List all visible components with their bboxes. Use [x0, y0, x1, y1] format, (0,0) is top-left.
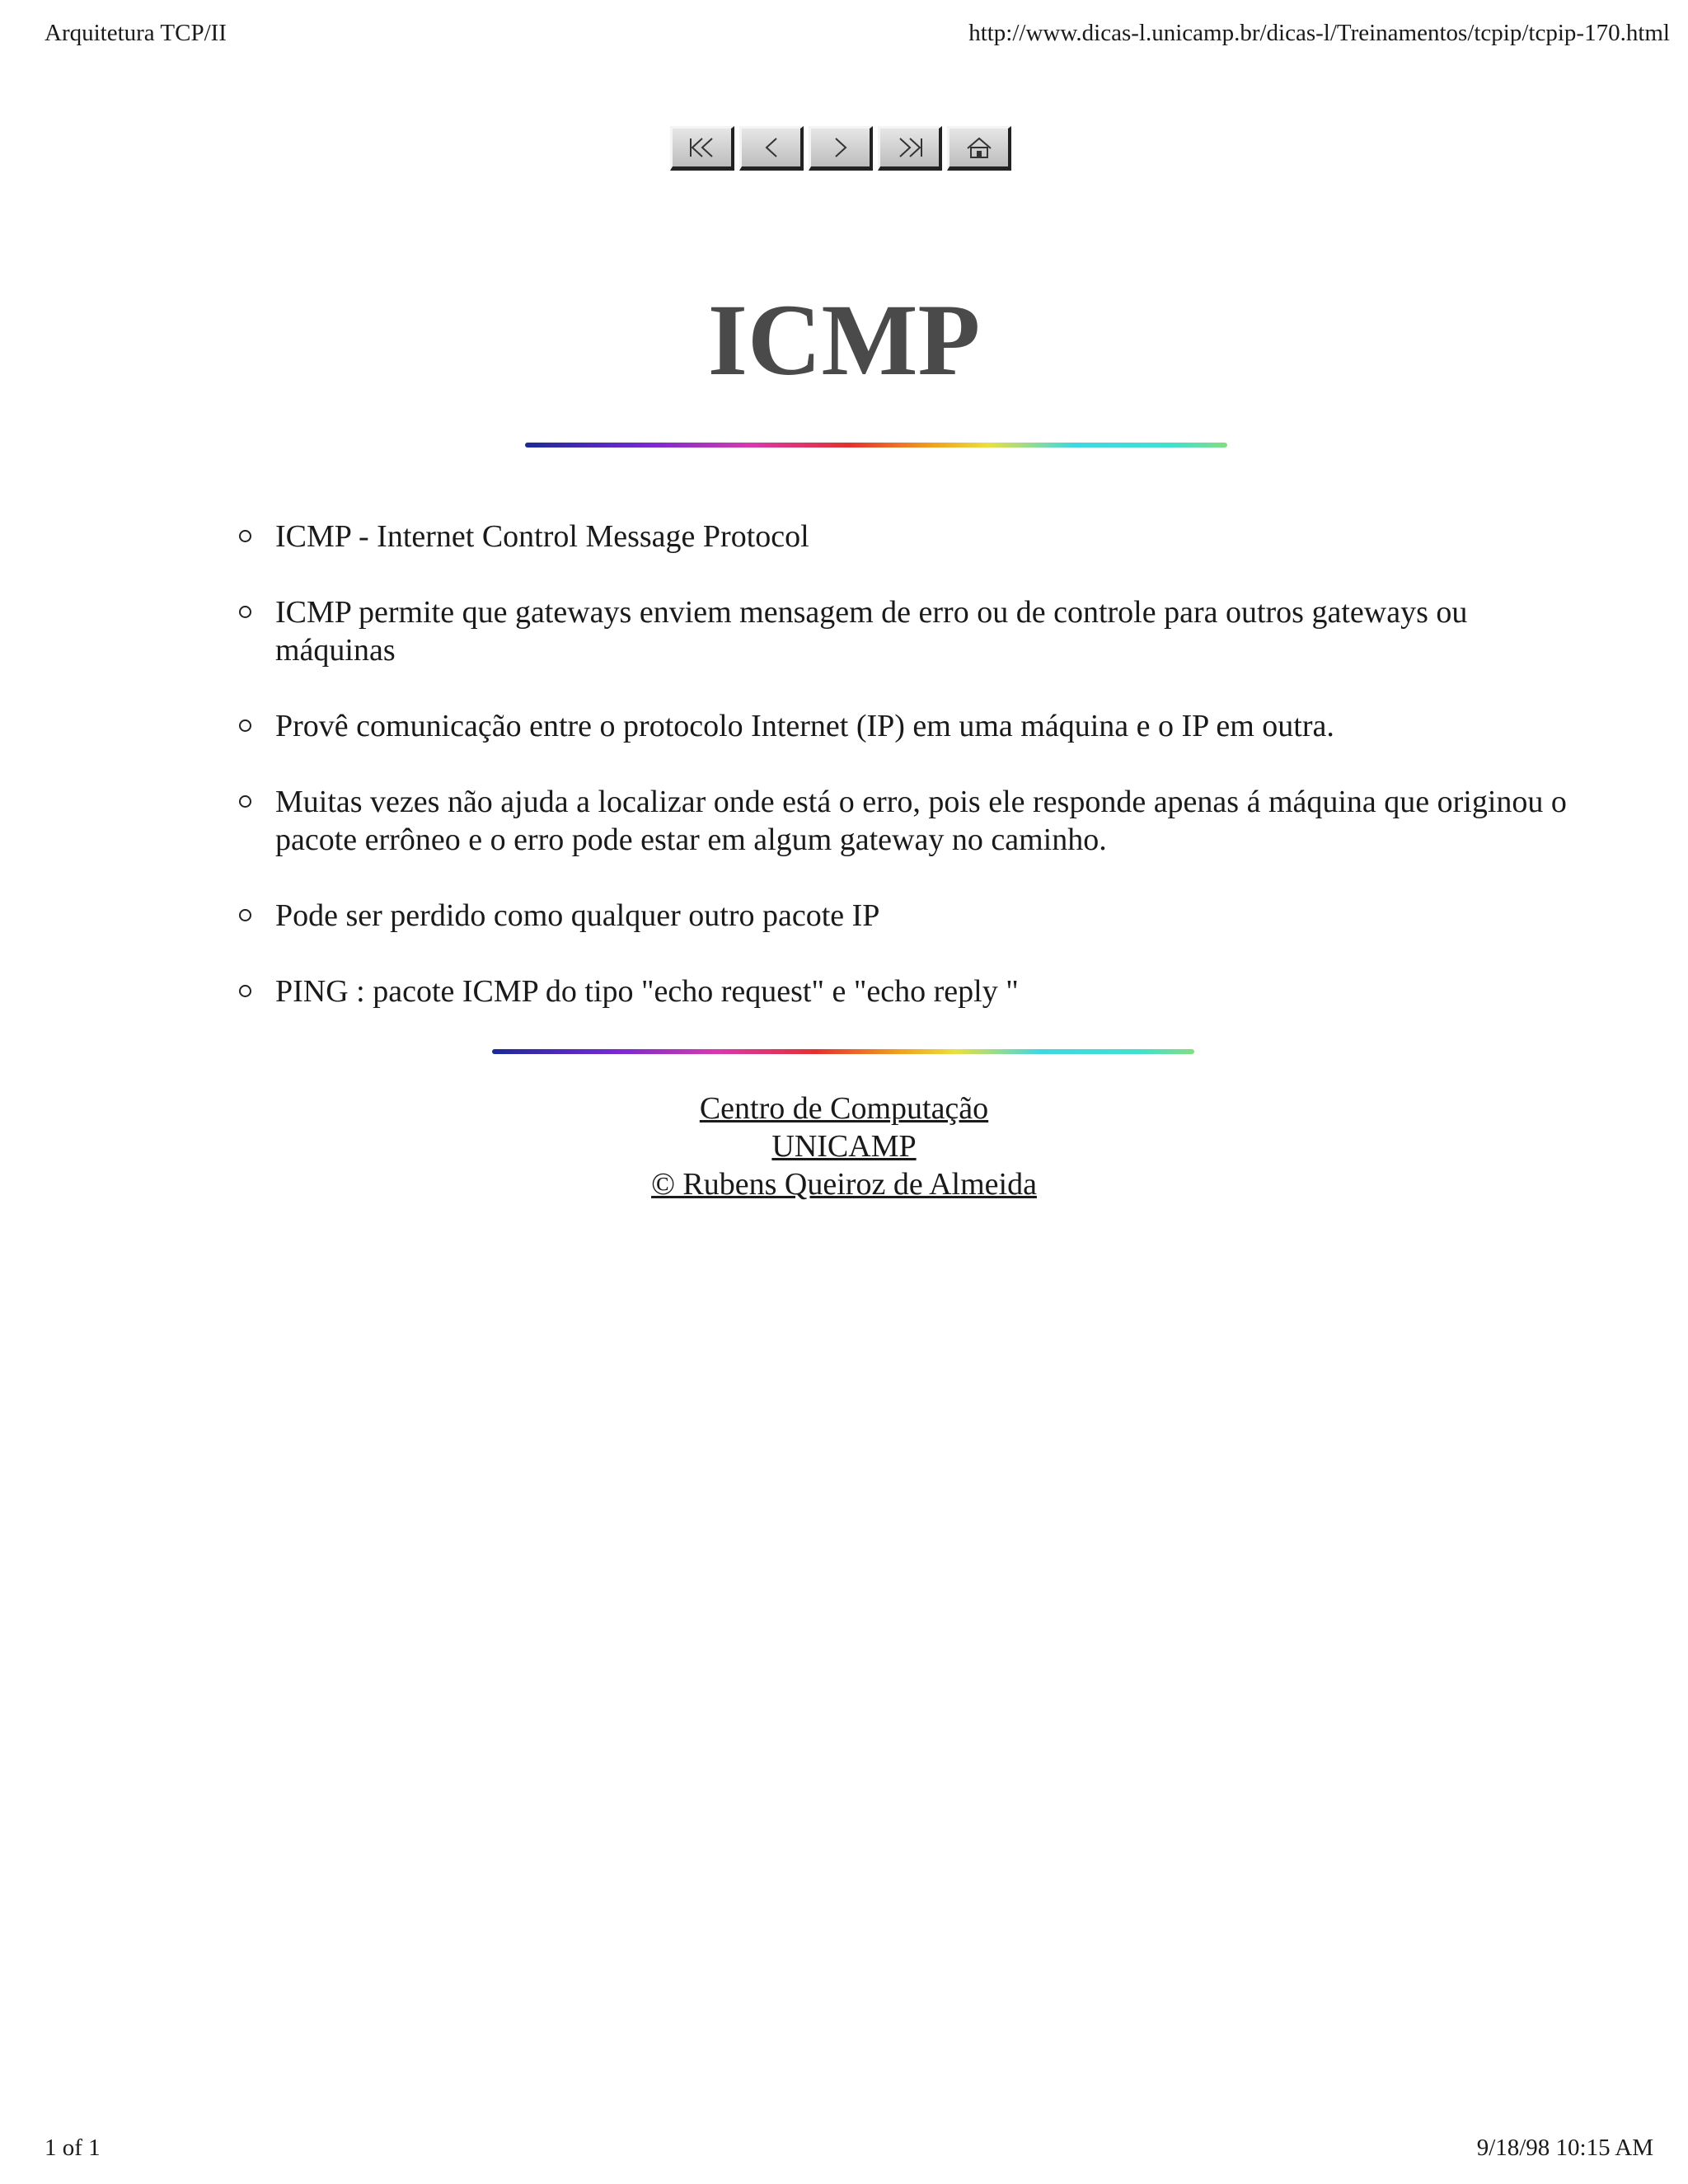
home-button[interactable]: [947, 126, 1011, 171]
double-left-arrow-icon: [684, 135, 720, 160]
list-item: [239, 897, 1574, 935]
circle-bullet-icon: [239, 530, 251, 542]
circle-bullet-icon: [239, 719, 251, 732]
right-arrow-icon: [823, 135, 859, 160]
circle-bullet-icon: [239, 909, 251, 921]
list-item-text: ICMP - Internet Control Message Protocol: [275, 519, 809, 554]
list-item: [239, 972, 1574, 1010]
rainbow-divider-bottom: [492, 1049, 1194, 1054]
unicamp-link[interactable]: UNICAMP: [771, 1129, 917, 1164]
centro-de-computacao-link[interactable]: Centro de Computação: [699, 1091, 989, 1126]
circle-bullet-icon: [239, 795, 251, 808]
previous-page-button[interactable]: [739, 126, 804, 171]
bullet-list: [239, 518, 1574, 1048]
last-page-button[interactable]: [878, 126, 942, 171]
home-icon: [961, 135, 997, 160]
left-arrow-icon: [753, 135, 790, 160]
list-item-text: Provê comunicação entre o protocolo Internet (IP) em uma máquina e o IP em outra.: [275, 709, 1334, 743]
double-right-arrow-icon: [892, 135, 928, 160]
credits: [0, 1090, 1688, 1203]
navigation-bar: [670, 126, 1011, 171]
print-header-title: Arquitetura TCP/II: [45, 20, 227, 46]
list-item: [239, 518, 1574, 555]
list-item-text: ICMP permite que gateways enviem mensagem de erro ou de controle para outros gateways ou máquinas: [275, 595, 1468, 668]
circle-bullet-icon: [239, 606, 251, 618]
list-item-text: Muitas vezes não ajuda a localizar onde está o erro, pois ele responde apenas á máquina que originou o pacote errôneo e o erro pode estar em algum gateway no caminho.: [275, 785, 1567, 857]
rainbow-divider-top: [525, 443, 1227, 448]
first-page-button[interactable]: [670, 126, 734, 171]
print-header-url: http://www.dicas-l.unicamp.br/dicas-l/Treinamentos/tcpip/tcpip-170.html: [968, 20, 1670, 46]
list-item: [239, 593, 1574, 669]
print-footer-page: 1 of 1: [45, 2135, 101, 2161]
next-page-button[interactable]: [809, 126, 873, 171]
list-item: [239, 783, 1574, 859]
list-item-text: Pode ser perdido como qualquer outro pacote IP: [275, 898, 880, 933]
print-footer-datetime: 9/18/98 10:15 AM: [1476, 2135, 1653, 2161]
list-item-text: PING : pacote ICMP do tipo "echo request" e "echo reply ": [275, 974, 1019, 1009]
author-link[interactable]: © Rubens Queiroz de Almeida: [651, 1167, 1037, 1202]
circle-bullet-icon: [239, 985, 251, 997]
list-item: [239, 707, 1574, 745]
page-title: ICMP: [707, 284, 981, 397]
